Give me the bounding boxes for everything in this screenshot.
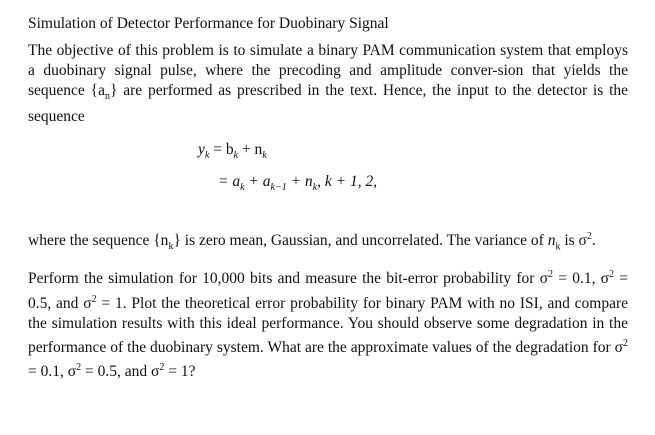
sequence-n: $\{n_k\}$ <box>153 232 181 253</box>
intro-paragraph <box>28 41 628 127</box>
noise-paragraph: where the sequence $\{n_k\}$ is zero mean, Gaussian, and uncorrelated. The variance of $n_k$ is $\sigma^2$. <box>28 231 596 253</box>
intro-text-before: The objective of this problem is to simulate a binary PAM communication system that employs a duobinary signal pulse, where the precoding and amplitude conver-sion that yields the sequence <box>28 42 628 99</box>
variance-variable: n <box>547 232 556 250</box>
equation-line-2: = $a_k + a_{k-1} + n_k$, k + 1, 2, <box>218 173 378 194</box>
problem-title: Simulation of Detector Performance for Duobinary Signal <box>28 15 389 32</box>
problem-page <box>28 14 628 382</box>
equation-block <box>28 135 628 221</box>
equation-line-1: $y_k = b_k + n_k$ <box>198 141 267 162</box>
sequence-a: $\{a_n\}$ <box>90 82 118 103</box>
intro-text-after: are performed as prescribed in the text. Hence, the input to the detector is the sequence <box>28 82 629 126</box>
task-paragraph: Perform the simulation for 10,000 bits and measure the bit-error probability for $\sigma^2 = 0.1$, $\sigma^2 = 0.5$, and $\sigma^2 = 1$. Plot the theoretical error probability for binary PAM with no ISI, and compare the simulation results with this ideal performance. You should observe some degradation in the performance of the duobinary system. What are the approximate values of the degradation for $\sigma^2 = 0.1$, $\sigma^2 = 0.5$, and $\sigma^2 = 1$? <box>28 269 628 380</box>
